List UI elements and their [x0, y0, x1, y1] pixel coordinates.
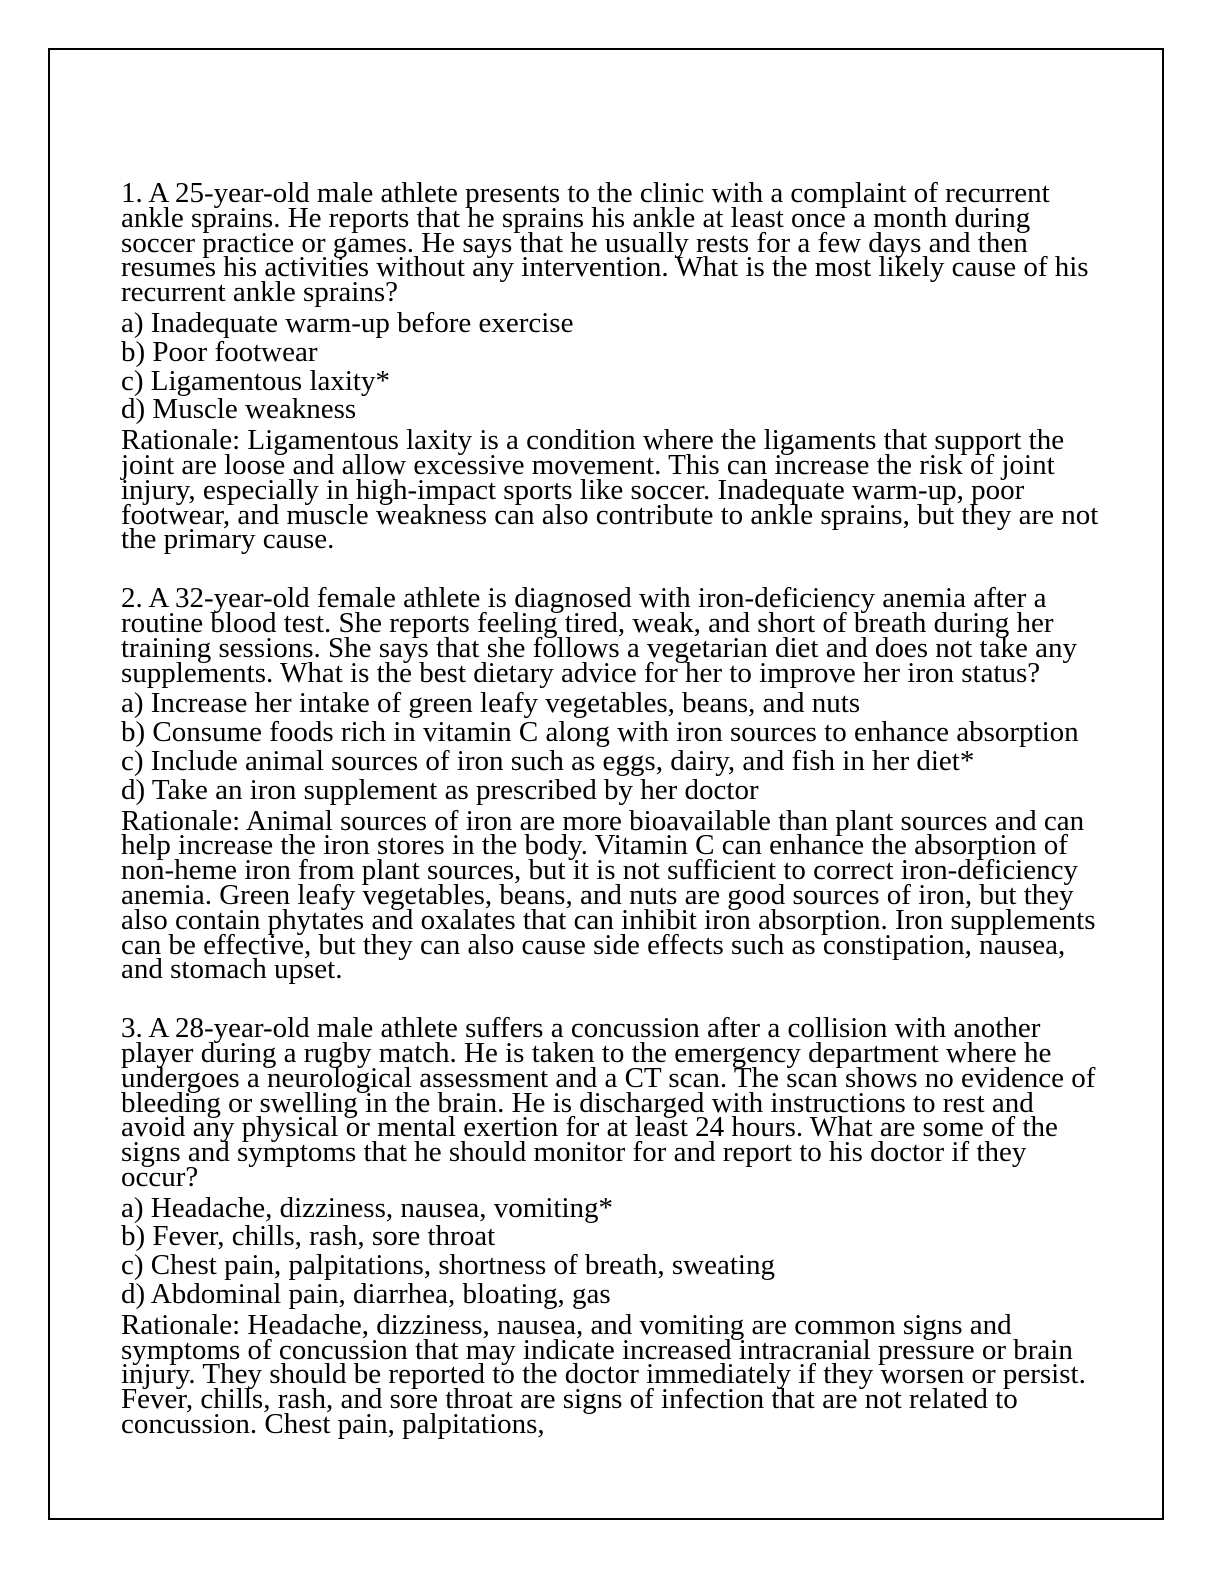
option-a: a) Headache, dizziness, nausea, vomiting*	[121, 1191, 614, 1224]
option-a: a) Increase her intake of green leafy vegetables, beans, and nuts	[121, 687, 861, 720]
rationale-text: Rationale: Animal sources of iron are more bioavailable than plant sources and can help increase the iron stores in the body. Vitamin C can enhance the absorption of non-heme iron from plant sources, but it is not sufficient to correct iron-deficiency anemia. Green leafy vegetables, beans, and nuts are good sources of iron, but they also contain phytates and oxalates that can inhibit iron absorption. Iron supplements can be effective, but they can also cause side effects such as constipation, nausea, and stomach upset.	[121, 804, 1096, 986]
answer-options	[121, 306, 1101, 426]
question-1	[121, 177, 1101, 556]
rationale-text: Rationale: Headache, dizziness, nausea, and vomiting are common signs and symptoms of concussion that may indicate increased intracranial pressure or brain injury. They should be reported to the doctor immediately if they worsen or persist. Fever, chills, rash, and sore throat are signs of infection that are not related to concussion. Chest pain, palpitations,	[121, 1308, 1086, 1441]
answer-options	[121, 687, 1101, 806]
option-b: b) Poor footwear	[121, 335, 318, 368]
question-stem: 2. A 32-year-old female athlete is diagnosed with iron-deficiency anemia after a routine blood test. She reports feeling tired, weak, and short of breath during her training sessions. She says that she follows a vegetarian diet and does not take any supplements. What is the best dietary advice for her to improve her iron status?	[121, 582, 1077, 689]
option-c: c) Ligamentous laxity*	[121, 364, 390, 397]
question-2	[121, 582, 1101, 986]
question-stem: 1. A 25-year-old male athlete presents to the clinic with a complaint of recurrent ankle sprains. He reports that he sprains his ankle at least once a month during soccer practice or games. He says that he usually rests for a few days and then resumes his activities without any intervention. What is the most likely cause of his recurrent ankle sprains?	[121, 177, 1089, 309]
question-3	[121, 1012, 1101, 1441]
option-d: d) Abdominal pain, diarrhea, bloating, gas	[121, 1278, 611, 1311]
option-d: d) Take an iron supplement as prescribed by her doctor	[121, 773, 759, 806]
answer-options	[121, 1191, 1101, 1311]
option-a: a) Inadequate warm-up before exercise	[121, 306, 574, 339]
option-b: b) Consume foods rich in vitamin C along with iron sources to enhance absorption	[121, 716, 1079, 749]
option-c: c) Include animal sources of iron such as eggs, dairy, and fish in her diet*	[121, 744, 975, 777]
option-d: d) Muscle weakness	[121, 393, 357, 426]
rationale-text: Rationale: Ligamentous laxity is a condition where the ligaments that support the joint are loose and allow excessive movement. This can increase the risk of joint injury, especially in high-impact sports like soccer. Inadequate warm-up, poor footwear, and muscle weakness can also contribute to ankle sprains, but they are not the primary cause.	[121, 424, 1099, 556]
option-b: b) Fever, chills, rash, sore throat	[121, 1220, 496, 1253]
document-body	[121, 177, 1101, 1471]
option-c: c) Chest pain, palpitations, shortness of breath, sweating	[121, 1249, 775, 1282]
question-stem: 3. A 28-year-old male athlete suffers a concussion after a collision with another player during a rugby match. He is taken to the emergency department where he undergoes a neurological assessment and a CT scan. The scan shows no evidence of bleeding or swelling in the brain. He is discharged with instructions to rest and avoid any physical or mental exertion for at least 24 hours. What are some of the signs and symptoms that he should monitor for and report to his doctor if they occur?	[121, 1012, 1096, 1193]
